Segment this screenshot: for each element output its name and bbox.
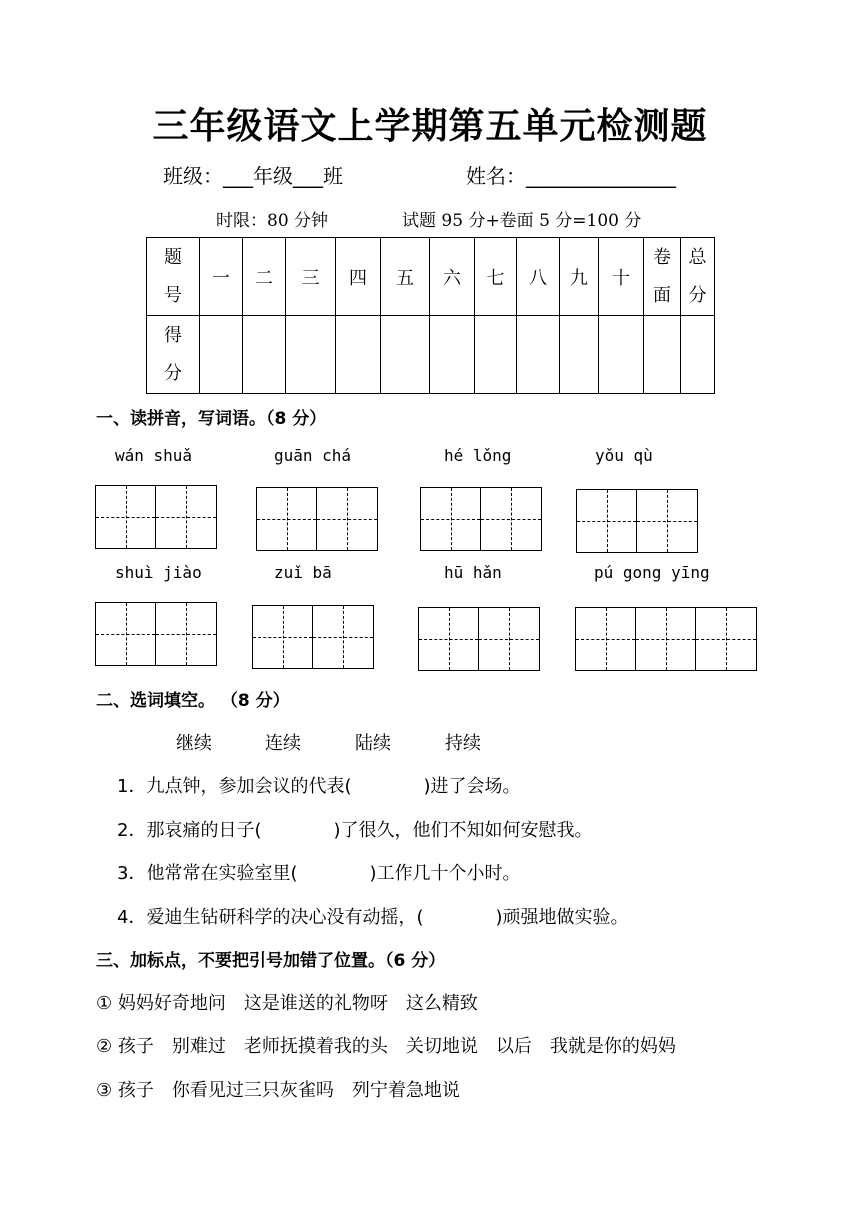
writing-grid[interactable]	[418, 607, 540, 671]
word-choice: 继续	[176, 733, 212, 754]
writing-grid[interactable]	[420, 487, 542, 551]
pinyin-label: hū hǎn	[444, 563, 502, 582]
writing-grid[interactable]	[252, 605, 374, 669]
name-field[interactable]: 姓名：_______________	[466, 164, 676, 188]
fill-blank-item[interactable]: 4．爱迪生钻研科学的决心没有动摇，( )顽强地做实验。	[117, 907, 629, 928]
col-8: 八	[517, 238, 560, 316]
score-cell[interactable]	[681, 316, 715, 394]
col-zongfen: 总 分	[681, 238, 715, 316]
pinyin-label: yǒu qù	[595, 446, 653, 465]
pinyin-label: hé lǒng	[444, 446, 512, 465]
col-7: 七	[475, 238, 517, 316]
score-cell[interactable]	[517, 316, 560, 394]
pinyin-label: zuǐ bā	[274, 563, 332, 582]
fill-blank-item[interactable]: 2．那哀痛的日子( )了很久，他们不知如何安慰我。	[117, 820, 593, 841]
writing-grid[interactable]	[575, 607, 757, 671]
time-limit: 时限：80 分钟	[216, 211, 329, 231]
score-table-header-row	[147, 238, 715, 316]
score-cell[interactable]	[243, 316, 286, 394]
score-cell[interactable]	[430, 316, 475, 394]
page-title: 三年级语文上学期第五单元检测题	[152, 106, 708, 147]
col-juanmian: 卷 面	[644, 238, 681, 316]
score-cell[interactable]	[644, 316, 681, 394]
section3-heading: 三、加标点，不要把引号加错了位置。（6 分）	[96, 951, 446, 971]
col-10: 十	[599, 238, 644, 316]
punctuation-item[interactable]: ① 妈妈好奇地问 这是谁送的礼物呀 这么精致	[96, 993, 478, 1014]
col-1: 一	[200, 238, 243, 316]
score-cell[interactable]	[336, 316, 381, 394]
punctuation-item[interactable]: ③ 孩子 你看见过三只灰雀吗 列宁着急地说	[96, 1080, 460, 1101]
score-table-score-row	[147, 316, 715, 394]
score-cell[interactable]	[560, 316, 599, 394]
col-3: 三	[286, 238, 336, 316]
word-choice: 陆续	[355, 733, 391, 754]
pinyin-label: guān chá	[274, 446, 352, 465]
score-cell[interactable]	[475, 316, 517, 394]
section2-heading: 二、选词填空。 （8 分）	[96, 691, 290, 711]
word-choice: 持续	[445, 733, 481, 754]
col-9: 九	[560, 238, 599, 316]
writing-grid[interactable]	[95, 485, 217, 549]
score-cell[interactable]	[599, 316, 644, 394]
score-table	[146, 237, 715, 394]
writing-grid[interactable]	[95, 602, 217, 666]
section1-heading: 一、读拼音，写词语。（8 分）	[96, 409, 327, 429]
writing-grid[interactable]	[256, 487, 378, 551]
punctuation-item[interactable]: ② 孩子 别难过 老师抚摸着我的头 关切地说 以后 我就是你的妈妈	[96, 1036, 676, 1057]
header-cell-defen: 得 分	[147, 316, 200, 394]
col-2: 二	[243, 238, 286, 316]
header-cell-tihao: 题 号	[147, 238, 200, 316]
word-choice: 连续	[265, 733, 301, 754]
writing-grid[interactable]	[576, 489, 698, 553]
score-cell[interactable]	[286, 316, 336, 394]
col-4: 四	[336, 238, 381, 316]
score-cell[interactable]	[200, 316, 243, 394]
pinyin-label: wán shuǎ	[115, 446, 193, 465]
col-6: 六	[430, 238, 475, 316]
fill-blank-item[interactable]: 3．他常常在实验室里( )工作几十个小时。	[117, 863, 521, 884]
score-cell[interactable]	[381, 316, 430, 394]
scoring-info: 试题 95 分+卷面 5 分=100 分	[402, 211, 642, 231]
col-5: 五	[381, 238, 430, 316]
pinyin-label: shuì jiào	[115, 563, 202, 582]
class-field[interactable]: 班级：___年级___班	[163, 164, 343, 188]
pinyin-label: pú gong yīng	[594, 563, 710, 582]
fill-blank-item[interactable]: 1．九点钟，参加会议的代表( )进了会场。	[117, 776, 521, 797]
